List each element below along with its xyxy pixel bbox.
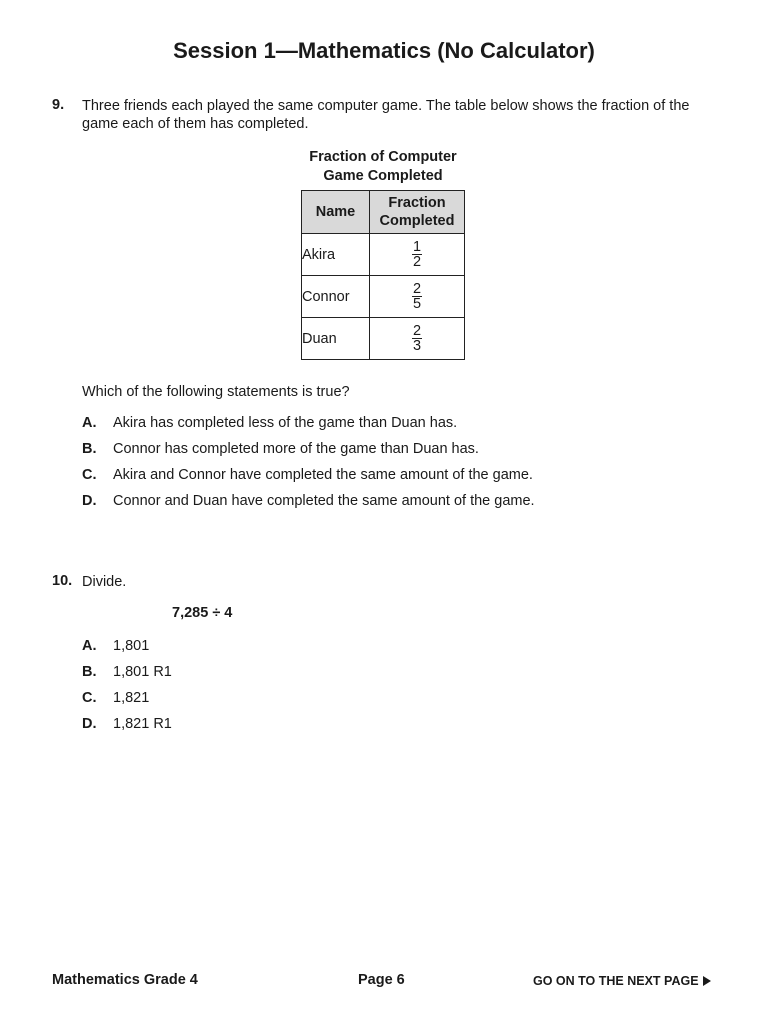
fraction-denominator: 3 [412,338,422,354]
fraction-numerator: 2 [412,323,422,339]
table-caption-line1: Fraction of Computer [309,149,457,165]
choice-letter: B. [82,441,97,457]
q10-choice-b[interactable] [82,664,172,680]
row-name: Duan [302,318,370,360]
choice-text: Akira has completed less of the game than Duan has. [113,415,458,431]
q9-choice-b[interactable] [82,441,479,457]
fraction [412,240,422,269]
choice-text: Connor and Duan have completed the same amount of the game. [113,493,535,509]
choice-text: Connor has completed more of the game than Duan has. [113,441,479,457]
row-fraction [370,234,465,276]
question-10-text: Divide. [82,574,127,590]
header-name: Name [302,191,370,234]
choice-letter: D. [82,493,97,509]
fraction [412,324,422,353]
question-9-number: 9. [52,97,65,113]
row-name: Connor [302,276,370,318]
q9-choice-d[interactable] [82,493,535,509]
fraction-denominator: 5 [412,296,422,312]
row-fraction [370,318,465,360]
table-caption [283,148,483,186]
next-page-label: GO ON TO THE NEXT PAGE [533,974,699,988]
q9-choice-a[interactable] [82,415,457,431]
next-page-indicator [533,974,711,988]
fraction-numerator: 2 [412,281,422,297]
division-expression: 7,285 ÷ 4 [172,605,233,621]
choice-text: Akira and Connor have completed the same amount of the game. [113,467,533,483]
q10-choice-d[interactable] [82,716,172,732]
choice-text: 1,821 R1 [113,716,172,732]
play-triangle-icon [703,976,711,986]
table-header-row [302,191,465,234]
table-row [302,234,465,276]
choice-text: 1,801 [113,638,150,654]
row-name: Akira [302,234,370,276]
choice-letter: C. [82,467,97,483]
q10-choice-c[interactable] [82,690,149,706]
fraction [412,282,422,311]
table-caption-line2: Game Completed [323,168,443,184]
fraction-numerator: 1 [412,239,422,255]
choice-letter: C. [82,690,97,706]
header-fraction-line2: Completed [379,213,455,229]
choice-letter: A. [82,638,97,654]
fraction-table [301,190,465,360]
question-9-text-line2: game each of them has completed. [82,116,309,132]
question-9-text-line1: Three friends each played the same computer game. The table below shows the fraction of the [82,98,690,114]
question-9-prompt: Which of the following statements is true? [82,384,350,400]
choice-text: 1,801 R1 [113,664,172,680]
header-fraction-completed [370,191,465,234]
page-title: Session 1—Mathematics (No Calculator) [173,38,595,63]
table-row [302,276,465,318]
choice-text: 1,821 [113,690,150,706]
choice-letter: B. [82,664,97,680]
q9-choice-c[interactable] [82,467,533,483]
choice-letter: D. [82,716,97,732]
question-9-text [82,97,689,133]
row-fraction [370,276,465,318]
page-number: Page 6 [358,972,405,988]
choice-letter: A. [82,415,97,431]
fraction-denominator: 2 [412,254,422,270]
header-fraction-line1: Fraction [388,195,446,211]
question-10-number: 10. [52,573,73,589]
q10-choice-a[interactable] [82,638,149,654]
table-row [302,318,465,360]
footer-subject: Mathematics Grade 4 [52,972,198,988]
